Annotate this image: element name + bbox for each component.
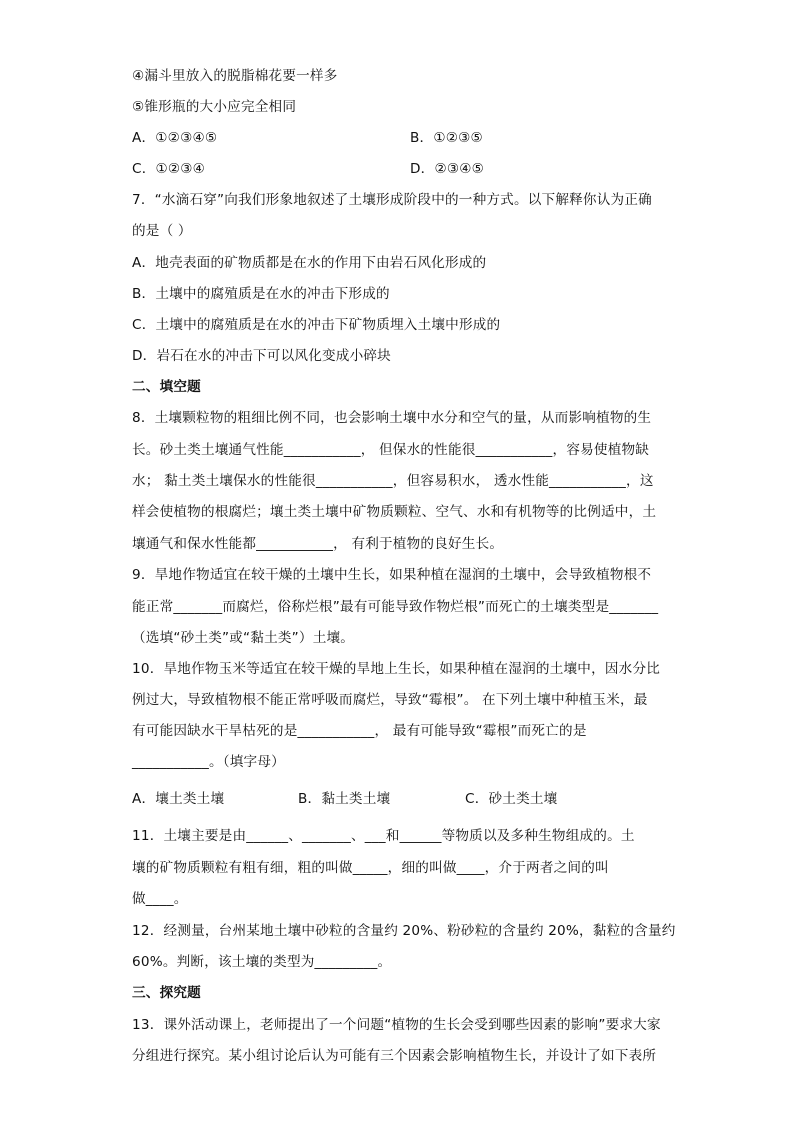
q6-item-5: ⑤锥形瓶的大小应完全相同 (132, 99, 297, 115)
section-heading-inquiry: 三、探究题 (132, 985, 201, 1001)
q6-options-row-2 (132, 159, 672, 179)
q10-line-1: 10．旱地作物玉米等适宜在较干燥的旱地上生长，如果种植在湿润的土壤中，因水分比 (132, 661, 661, 677)
q7-option-d: D．岩石在水的冲击下可以风化变成小碎块 (132, 348, 391, 364)
q7-option-a: A．地壳表面的矿物质都是在水的作用下由岩石风化形成的 (132, 255, 487, 271)
q12-line-1: 12．经测量，台州某地土壤中砂粒的含量约 20%、粉砂粒的含量约 20%，黏粒的含量约 (132, 923, 676, 939)
q6-options-row-1 (132, 128, 672, 148)
q10-line-3: 有可能因缺水干旱枯死的是___________， 最有可能导致“霉根”而死亡的是 (132, 723, 587, 739)
q13-line-1: 13．课外活动课上，老师提出了一个问题“植物的生长会受到哪些因素的影响”要求大家 (132, 1017, 661, 1033)
q6-option-a: A．①②③④⑤ (132, 130, 218, 146)
q9-line-3: （选填“砂土类”或“黏土类”）土壤。 (132, 630, 355, 646)
q10-line-4: ___________。（填字母） (132, 754, 285, 770)
q8-line-2: 长。砂土类土壤通气性能___________， 但保水的性能很___________，容易使植物缺 (132, 442, 650, 458)
q7-option-b: B．土壤中的腐殖质是在水的冲击下形成的 (132, 286, 390, 302)
q10-options-row (132, 789, 672, 809)
q10-option-a: A．壤土类土壤 (132, 791, 225, 807)
q8-line-3: 水； 黏土类土壤保水的性能很___________，但容易积水， 透水性能___________，这 (132, 473, 654, 489)
q9-line-2: 能正常_______而腐烂，俗称烂根”最有可能导致作物烂根”而死亡的土壤类型是_______ (132, 599, 659, 615)
q10-option-b: B．黏土类土壤 (298, 791, 391, 807)
q13-line-2: 分组进行探究。某小组讨论后认为可能有三个因素会影响植物生长，并设计了如下表所 (132, 1048, 657, 1064)
q7-option-c: C．土壤中的腐殖质是在水的冲击下矿物质埋入土壤中形成的 (132, 317, 501, 333)
q6-option-d: D．②③④⑤ (410, 161, 485, 177)
q7-stem-line-2: 的是（ ） (132, 223, 192, 239)
section-heading-fill-in: 二、填空题 (132, 379, 201, 395)
q6-item-4: ④漏斗里放入的脱脂棉花要一样多 (132, 68, 338, 84)
q6-option-b: B．①②③⑤ (410, 130, 483, 146)
q8-line-4: 样会使植物的根腐烂；壤土类土壤中矿物质颗粒、空气、水和有机物等的比例适中，土 (132, 504, 657, 520)
q8-line-5: 壤通气和保水性能都___________， 有利于植物的良好生长。 (132, 536, 504, 552)
q10-option-c: C．砂土类土壤 (465, 791, 558, 807)
q6-option-c: C．①②③④ (132, 161, 206, 177)
q11-line-3: 做____。 (132, 891, 188, 907)
q11-line-2: 壤的矿物质颗粒有粗有细，粗的叫做_____，细的叫做____，介于两者之间的叫 (132, 860, 609, 876)
q11-line-1: 11．土壤主要是由______、_______、___和______等物质以及多种生物组成的。土 (132, 828, 635, 844)
q12-line-2: 60%。判断，该土壤的类型为_________。 (132, 954, 392, 970)
q7-stem-line-1: 7．“水滴石穿”向我们形象地叙述了土壤形成阶段中的一种方式。以下解释你认为正确 (132, 192, 652, 208)
q10-line-2: 例过大，导致植物根不能正常呼吸而腐烂，导致“霉根”。 在下列土壤中种植玉米，最 (132, 692, 648, 708)
q8-line-1: 8．土壤颗粒物的粗细比例不同，也会影响土壤中水分和空气的量，从而影响植物的生 (132, 410, 652, 426)
q9-line-1: 9．旱地作物适宜在较干燥的土壤中生长，如果种植在湿润的土壤中，会导致植物根不 (132, 567, 652, 583)
